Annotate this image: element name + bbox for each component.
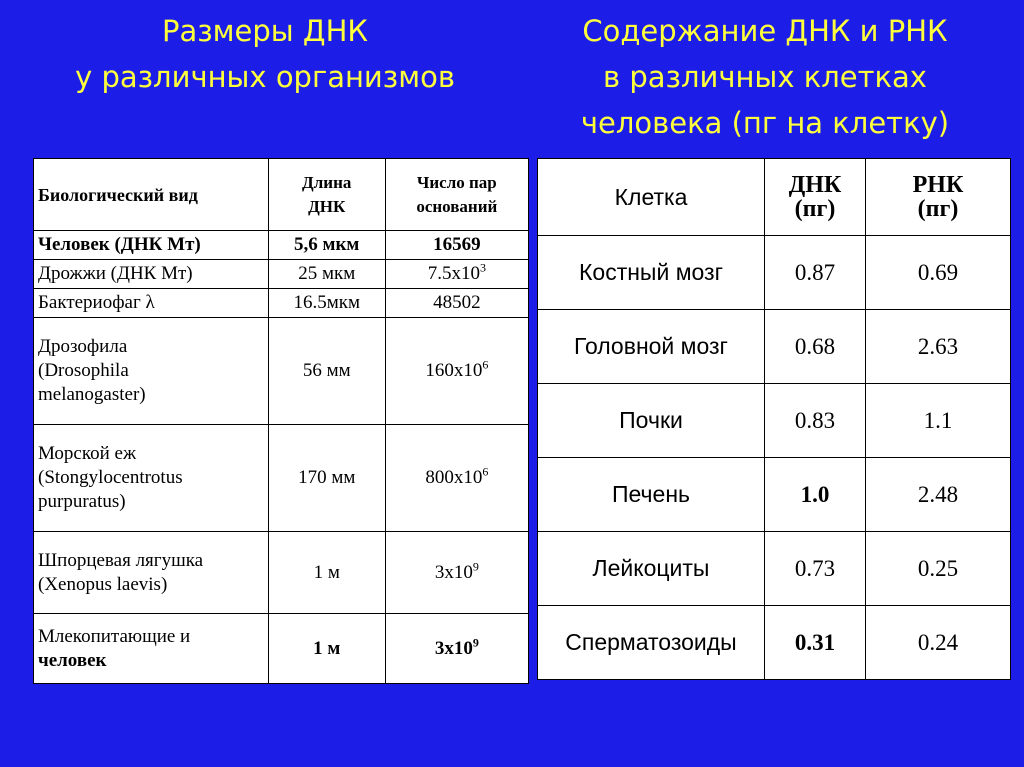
pairs-base: 3x10 (434, 637, 473, 659)
left-title-line2: у различных организмов (75, 60, 455, 94)
dna-header-line2: (пг) (794, 196, 836, 222)
length-cell: 16.5мкм (268, 289, 385, 318)
length-cell: 56 мм (268, 318, 385, 425)
species-line: (Drosophila (38, 360, 129, 381)
pairs-exponent: 3 (479, 260, 486, 275)
cell-type: Головной мозг (538, 310, 765, 384)
length-cell: 5,6 мкм (268, 231, 385, 260)
table-row (538, 236, 1011, 310)
species-text: Дрожжи (ДНК Мт) (38, 263, 193, 284)
dna-value: 0.73 (765, 532, 866, 606)
pairs-cell (385, 318, 528, 425)
cell-type: Печень (538, 458, 765, 532)
table-header-row (34, 159, 529, 231)
table-header-row (538, 159, 1011, 236)
length-header-line2: ДНК (308, 196, 346, 216)
dna-value: 0.87 (765, 236, 866, 310)
pairs-base: 160x10 (425, 360, 483, 381)
pairs-base: 16569 (433, 234, 481, 255)
rna-header-line2: (пг) (917, 196, 959, 222)
species-line: Дрозофила (38, 336, 128, 357)
right-title-line3: человека (пг на клетку) (580, 106, 950, 140)
rna-value: 0.24 (866, 606, 1011, 680)
table-row (34, 425, 529, 532)
pairs-cell (385, 425, 528, 532)
dna-value: 1.0 (765, 458, 866, 532)
length-cell: 1 м (268, 614, 385, 684)
table-row (538, 310, 1011, 384)
species-text: Бактериофаг λ (38, 292, 155, 313)
species-line: melanogaster) (38, 384, 146, 405)
pairs-cell (385, 289, 528, 318)
pairs-base: 3x10 (434, 561, 473, 583)
species-line: Шпорцевая лягушка (38, 549, 204, 571)
rna-header-line1: РНК (912, 172, 964, 198)
dna-value: 0.83 (765, 384, 866, 458)
pairs-header-line1: Число пар (416, 172, 497, 192)
pairs-cell (385, 532, 528, 614)
table-row (34, 318, 529, 425)
species-cell (34, 425, 269, 532)
species-cell (34, 289, 269, 318)
rna-header (866, 159, 1011, 236)
cell-header: Клетка (538, 159, 765, 236)
length-header-line1: Длина (302, 172, 352, 192)
rna-value: 2.48 (866, 458, 1011, 532)
pairs-header (385, 159, 528, 231)
species-cell (34, 318, 269, 425)
dna-sizes-table (33, 158, 529, 684)
left-title-line1: Размеры ДНК (162, 14, 368, 48)
right-title-line1: Содержание ДНК и РНК (582, 14, 948, 48)
length-cell: 170 мм (268, 425, 385, 532)
species-line: (Stongylocentrotus (38, 467, 183, 488)
species-text: Человек (ДНК Мт) (38, 234, 201, 255)
length-cell: 1 м (268, 532, 385, 614)
pairs-exponent: 9 (472, 635, 479, 650)
species-line: Млекопитающие и (38, 625, 191, 647)
table-row (34, 532, 529, 614)
species-line: (Xenopus laevis) (38, 573, 168, 595)
pairs-base: 48502 (433, 292, 481, 313)
rna-value: 0.25 (866, 532, 1011, 606)
dna-header (765, 159, 866, 236)
length-header (268, 159, 385, 231)
cell-type: Сперматозоиды (538, 606, 765, 680)
pairs-exponent: 9 (472, 559, 479, 574)
pairs-cell (385, 260, 528, 289)
pairs-cell (385, 614, 528, 684)
pairs-exponent: 6 (482, 357, 489, 372)
species-cell (34, 614, 269, 684)
dna-header-line1: ДНК (788, 172, 842, 198)
cell-type: Костный мозг (538, 236, 765, 310)
pairs-base: 7.5x10 (427, 263, 480, 284)
pairs-exponent: 6 (482, 464, 489, 479)
table-row (34, 289, 529, 318)
rna-value: 2.63 (866, 310, 1011, 384)
right-title (530, 8, 1000, 146)
rna-value: 0.69 (866, 236, 1011, 310)
table-row (538, 384, 1011, 458)
table-row (34, 260, 529, 289)
right-title-line2: в различных клетках (603, 60, 927, 94)
table-row (538, 458, 1011, 532)
species-line: Морской еж (38, 443, 137, 464)
rna-value: 1.1 (866, 384, 1011, 458)
table-row (538, 606, 1011, 680)
length-cell: 25 мкм (268, 260, 385, 289)
species-cell (34, 260, 269, 289)
species-cell (34, 532, 269, 614)
species-cell (34, 231, 269, 260)
pairs-cell (385, 231, 528, 260)
species-line: человек (38, 649, 107, 671)
species-line: purpuratus) (38, 491, 126, 512)
species-header: Биологический вид (34, 159, 269, 231)
pairs-header-line2: оснований (416, 196, 498, 216)
dna-value: 0.31 (765, 606, 866, 680)
cell-type: Лейкоциты (538, 532, 765, 606)
dna-value: 0.68 (765, 310, 866, 384)
dna-rna-content-table (537, 158, 1011, 680)
table-row (34, 231, 529, 260)
table-row (34, 614, 529, 684)
cell-type: Почки (538, 384, 765, 458)
left-title (20, 8, 510, 100)
pairs-base: 800x10 (425, 467, 483, 488)
table-row (538, 532, 1011, 606)
